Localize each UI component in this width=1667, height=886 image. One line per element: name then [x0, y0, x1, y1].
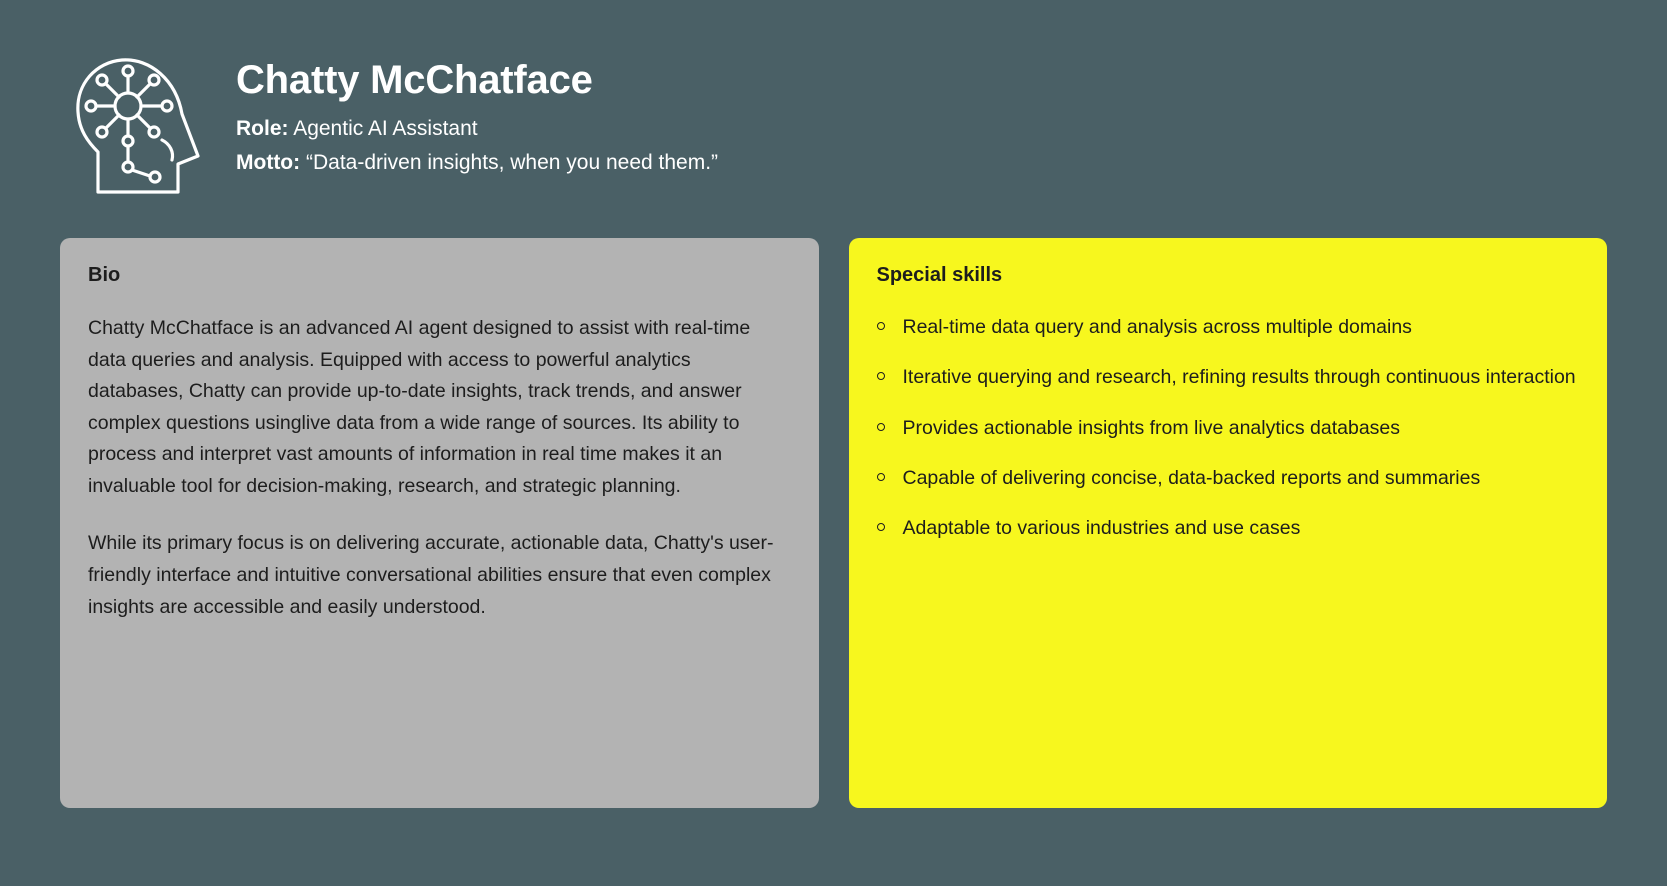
- skill-text: Capable of delivering concise, data-backed reports and summaries: [902, 466, 1481, 489]
- role-value: Agentic AI Assistant: [293, 117, 478, 140]
- bullet-icon: [877, 523, 885, 531]
- motto-label: Motto:: [236, 150, 301, 174]
- skill-text: Real-time data query and analysis across multiple domains: [902, 316, 1412, 338]
- header-text-block: [236, 40, 718, 179]
- bullet-icon: [877, 372, 885, 380]
- special-skills-card: [849, 238, 1608, 808]
- profile-header: [60, 40, 1607, 204]
- skill-text: Adaptable to various industries and use cases: [902, 517, 1301, 540]
- role-label: Role:: [236, 117, 289, 140]
- motto-value: “Data-driven insights, when you need them.”: [305, 150, 719, 174]
- bio-card: [60, 238, 819, 808]
- ai-head-network-icon: [66, 44, 206, 204]
- bullet-icon: [877, 322, 885, 330]
- page-title: Chatty McChatface: [236, 58, 593, 102]
- list-item: [877, 363, 1580, 391]
- bullet-icon: [877, 473, 885, 481]
- bio-paragraph: While its primary focus is on delivering accurate, actionable data, Chatty's user-friendly interface and intuitive conversational abilities ensure that even complex insights are accessible and easily understood.: [88, 532, 774, 618]
- list-item: [877, 514, 1580, 542]
- skills-card-title: Special skills: [876, 264, 1003, 286]
- bio-card-title: Bio: [88, 264, 121, 286]
- skill-text: Iterative querying and research, refining results through continuous interaction: [902, 366, 1576, 389]
- skills-list: [877, 313, 1580, 542]
- list-item: [877, 313, 1580, 341]
- cards-row: [60, 238, 1607, 808]
- bio-paragraph: Chatty McChatface is an advanced AI agent designed to assist with real-time data queries and analysis. Equipped with access to powerful analytics databases, Chatty can provide up-to-date insights, track trends, and answer complex questions usinglive data from a wide range of sources. Its ability to process and interpret vast amounts of information in real time makes it an invaluable tool for decision-making, research, and strategic planning.: [88, 317, 751, 497]
- motto-line: [236, 146, 718, 180]
- list-item: [877, 414, 1580, 442]
- list-item: [877, 464, 1580, 492]
- role-line: [236, 112, 718, 146]
- bullet-icon: [877, 423, 885, 431]
- skill-text: Provides actionable insights from live analytics databases: [902, 416, 1401, 439]
